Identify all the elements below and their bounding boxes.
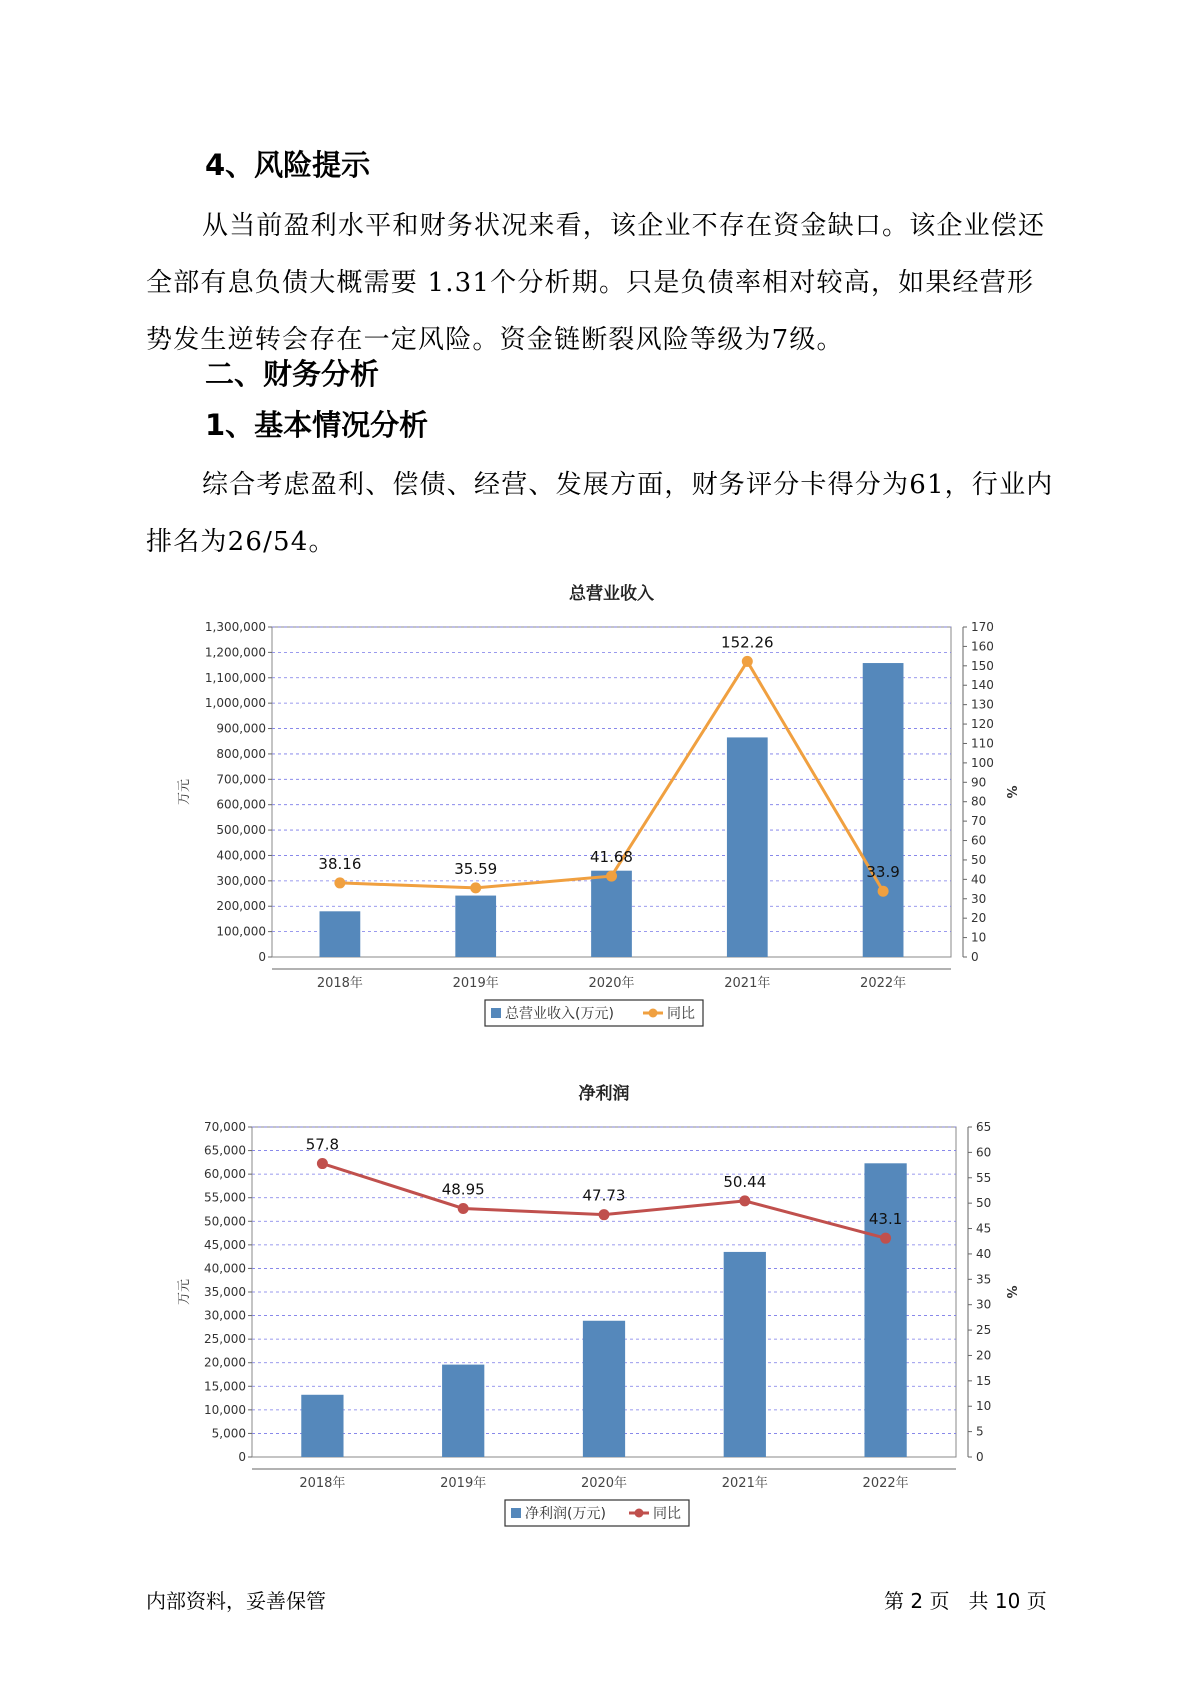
bar xyxy=(724,1252,766,1457)
y-tick-label: 500,000 xyxy=(216,823,266,838)
y-tick-label: 400,000 xyxy=(216,848,266,863)
y2-tick-label: 20 xyxy=(976,1348,992,1363)
bar xyxy=(301,1395,343,1457)
line-point xyxy=(742,656,753,667)
y2-tick-label: 30 xyxy=(971,891,987,906)
y-tick-label: 55,000 xyxy=(204,1190,246,1205)
data-label: 48.95 xyxy=(441,1180,485,1199)
heading-finance: 二、财务分析 xyxy=(205,357,380,391)
y2-axis-label: % xyxy=(1003,785,1018,799)
footer-total-prefix: 共 xyxy=(968,1589,989,1613)
y2-tick-label: 15 xyxy=(976,1373,992,1388)
footer-page-prefix: 第 xyxy=(884,1589,904,1613)
y2-tick-label: 10 xyxy=(971,930,987,945)
line-point xyxy=(317,1158,328,1169)
chart-title: 总营业收入 xyxy=(569,584,654,604)
line-point xyxy=(880,1233,891,1244)
x-tick-label: 2019年 xyxy=(452,976,499,991)
y-tick-label: 1,000,000 xyxy=(204,696,266,711)
legend-bar-swatch xyxy=(511,1508,521,1518)
y2-tick-label: 55 xyxy=(976,1170,992,1185)
y2-tick-label: 100 xyxy=(971,755,994,770)
line-point xyxy=(470,882,481,893)
y2-tick-label: 90 xyxy=(971,775,987,790)
y-tick-label: 45,000 xyxy=(204,1237,246,1252)
legend-bar-label: 总营业收入(万元) xyxy=(505,1006,614,1022)
chart-title: 净利润 xyxy=(578,1084,630,1104)
bar xyxy=(591,871,632,957)
y2-tick-label: 45 xyxy=(976,1221,992,1236)
data-label: 152.26 xyxy=(721,633,774,652)
legend-line-label: 同比 xyxy=(667,1006,695,1022)
y-tick-label: 5,000 xyxy=(211,1426,246,1441)
y2-tick-label: 0 xyxy=(971,950,979,964)
data-label: 47.73 xyxy=(582,1186,626,1205)
bar xyxy=(864,1163,906,1457)
paragraph-basic: 综合考虑盈利、偿债、经营、发展方面，财务评分卡得分为61，行业内排名为26/54。 xyxy=(146,470,1054,557)
y2-tick-label: 30 xyxy=(976,1297,992,1312)
line-point xyxy=(334,877,345,888)
footer-total-suffix: 页 xyxy=(1026,1589,1047,1613)
y-tick-label: 1,200,000 xyxy=(204,645,266,660)
revenue-chart xyxy=(0,575,1191,1035)
bar xyxy=(320,911,361,957)
x-tick-label: 2018年 xyxy=(316,976,363,991)
legend-line-marker xyxy=(649,1009,658,1018)
footer-confidential: 内部资料，妥善保管 xyxy=(146,1589,326,1613)
x-tick-label: 2020年 xyxy=(580,1476,628,1491)
bar xyxy=(455,896,496,957)
heading-risk: 4、风险提示 xyxy=(205,148,371,182)
x-tick-label: 2018年 xyxy=(299,1476,346,1491)
y2-tick-label: 150 xyxy=(971,658,994,673)
line-point xyxy=(458,1203,469,1214)
y2-tick-label: 25 xyxy=(976,1323,992,1338)
bar xyxy=(442,1365,484,1457)
y2-tick-label: 110 xyxy=(971,736,994,751)
y-tick-label: 70,000 xyxy=(204,1120,246,1134)
y2-tick-label: 70 xyxy=(971,814,987,829)
line-point xyxy=(739,1195,750,1206)
y-tick-label: 30,000 xyxy=(204,1308,246,1323)
footer-page-suffix: 页 xyxy=(929,1589,950,1613)
y-tick-label: 900,000 xyxy=(216,721,266,736)
y2-tick-label: 130 xyxy=(971,697,994,712)
y2-tick-label: 0 xyxy=(976,1450,984,1464)
x-tick-label: 2019年 xyxy=(440,1476,487,1491)
x-tick-label: 2021年 xyxy=(721,1476,768,1491)
x-tick-label: 2022年 xyxy=(860,976,907,991)
footer-page-number xyxy=(884,1585,1047,1614)
y-tick-label: 20,000 xyxy=(204,1355,246,1370)
y2-tick-label: 140 xyxy=(971,678,994,693)
bar xyxy=(727,737,768,957)
y-tick-label: 1,300,000 xyxy=(204,620,266,634)
y2-tick-label: 170 xyxy=(971,620,994,634)
y2-tick-label: 120 xyxy=(971,717,994,732)
y-tick-label: 0 xyxy=(258,950,266,964)
y-tick-label: 100,000 xyxy=(216,924,266,939)
x-tick-label: 2020年 xyxy=(588,976,635,991)
y-tick-label: 700,000 xyxy=(216,772,266,787)
x-tick-label: 2021年 xyxy=(724,976,771,991)
y-tick-label: 25,000 xyxy=(204,1332,246,1347)
y2-tick-label: 50 xyxy=(971,852,987,867)
data-label: 50.44 xyxy=(723,1172,767,1191)
y2-tick-label: 60 xyxy=(971,833,987,848)
y2-tick-label: 160 xyxy=(971,639,994,654)
y2-tick-label: 10 xyxy=(976,1399,992,1414)
data-label: 35.59 xyxy=(454,859,498,878)
y-axis-label: 万元 xyxy=(177,778,192,806)
y2-tick-label: 20 xyxy=(971,911,987,926)
net-profit-chart xyxy=(0,1075,1191,1535)
x-tick-label: 2022年 xyxy=(862,1476,909,1491)
y2-tick-label: 40 xyxy=(976,1246,992,1261)
y2-tick-label: 80 xyxy=(971,794,987,809)
y2-tick-label: 5 xyxy=(976,1424,984,1439)
y2-tick-label: 65 xyxy=(976,1120,992,1134)
line-point xyxy=(599,1209,610,1220)
y-tick-label: 0 xyxy=(238,1450,246,1464)
y-tick-label: 800,000 xyxy=(216,746,266,761)
heading-basic: 1、基本情况分析 xyxy=(205,408,429,442)
y-axis-label: 万元 xyxy=(177,1278,192,1306)
legend-line-label: 同比 xyxy=(653,1506,681,1522)
y-tick-label: 35,000 xyxy=(204,1285,246,1299)
paragraph-risk: 从当前盈利水平和财务状况来看，该企业不存在资金缺口。该企业偿还全部有息负债大概需要 1.31个分析期。只是负债率相对较高，如果经营形势发生逆转会存在一定风险。资金链断裂风险等级为7级。 xyxy=(146,211,1046,355)
y-tick-label: 65,000 xyxy=(204,1143,246,1158)
y2-tick-label: 60 xyxy=(976,1145,992,1160)
y2-axis-label: % xyxy=(1003,1285,1018,1299)
legend-bar-label: 净利润(万元) xyxy=(525,1506,606,1522)
y-tick-label: 15,000 xyxy=(204,1379,246,1394)
footer-page: 2 xyxy=(910,1589,924,1613)
y-tick-label: 50,000 xyxy=(204,1214,246,1229)
bar xyxy=(863,663,904,957)
y-tick-label: 1,100,000 xyxy=(204,670,266,685)
y-tick-label: 600,000 xyxy=(216,797,266,812)
legend-line-marker xyxy=(635,1509,644,1518)
y2-tick-label: 40 xyxy=(971,872,987,887)
data-label: 38.16 xyxy=(318,854,362,873)
y-tick-label: 200,000 xyxy=(216,899,266,914)
data-label: 43.1 xyxy=(868,1210,903,1229)
bar xyxy=(583,1321,625,1457)
y2-tick-label: 50 xyxy=(976,1196,992,1211)
data-label: 57.8 xyxy=(305,1135,340,1154)
data-label: 33.9 xyxy=(866,863,900,882)
line-point xyxy=(606,871,617,882)
footer-total: 10 xyxy=(994,1589,1021,1613)
legend-bar-swatch xyxy=(491,1008,501,1018)
y-tick-label: 40,000 xyxy=(204,1261,246,1276)
y-tick-label: 300,000 xyxy=(216,873,266,888)
y2-tick-label: 35 xyxy=(976,1272,992,1287)
y-tick-label: 60,000 xyxy=(204,1167,246,1182)
data-label: 41.68 xyxy=(590,848,633,867)
y-tick-label: 10,000 xyxy=(204,1402,246,1417)
line-point xyxy=(878,886,889,897)
